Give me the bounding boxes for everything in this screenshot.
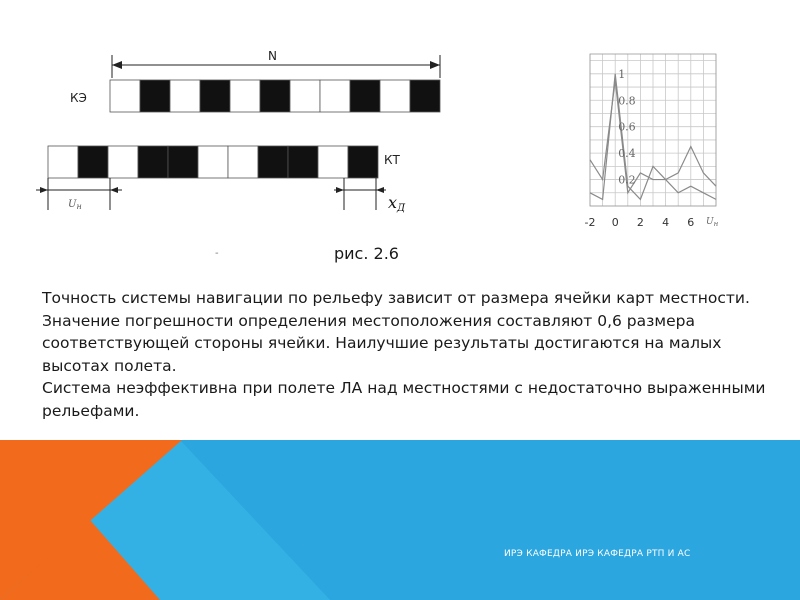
body-text [42, 287, 782, 422]
u-arrow-right-head [110, 187, 118, 193]
chart-y-tick-label: 0.2 [618, 173, 636, 187]
strip-ke-cell-light [320, 80, 350, 112]
n-arrow-left-head [112, 61, 122, 69]
label-u: $U_н$ [68, 199, 82, 211]
strip-kt-cell-dark [168, 146, 198, 178]
label-kt: КТ [384, 153, 400, 167]
correlation-chart [548, 46, 748, 246]
strip-kt-cell-dark [288, 146, 318, 178]
strip-ke-cell-dark [260, 80, 290, 112]
strip-ke-cell-light [290, 80, 320, 112]
paragraph-1: Точность системы навигации по рельефу зависит от размера ячейки карт местности. Значение погрешности определения местоположения составляют 0,6 размера соответствующей стороны ячейки. Наилучшие результаты достигаются на малых высотах полета. [42, 289, 750, 375]
x-arrow-right-head [376, 187, 384, 193]
figure-caption: рис. 2.6 [334, 244, 399, 263]
strip-diagram [0, 40, 520, 270]
chart-x-tick-label: 4 [662, 216, 670, 229]
strip-ke-cell-dark [140, 80, 170, 112]
chart-y-tick-label: 0.8 [618, 94, 636, 108]
strip-kt-cell-light [48, 146, 78, 178]
strip-kt-cell-light [108, 146, 138, 178]
chart-x-tick-label: 2 [636, 216, 644, 229]
chart-x-tick-label: -2 [584, 216, 596, 229]
paragraph-2: Система неэффективна при полете ЛА над местностями с недостаточно выраженными рельефами. [42, 379, 766, 420]
strip-ke-cell-dark [350, 80, 380, 112]
strip-kt-cell-dark [348, 146, 378, 178]
chart-x-tick-label: 6 [687, 216, 695, 229]
strip-kt-cell-light [228, 146, 258, 178]
label-ke: КЭ [70, 91, 87, 105]
caption-dash: - [215, 248, 219, 259]
strip-kt-cell-light [318, 146, 348, 178]
strip-ke-cell-light [170, 80, 200, 112]
strip-ke-cell-dark [200, 80, 230, 112]
strip-kt-cell-light [198, 146, 228, 178]
chart-y-tick-label: 1 [618, 67, 626, 81]
strip-kt-cell-dark [258, 146, 288, 178]
label-n: N [268, 49, 277, 63]
chart-x-label: $U_н$ [706, 217, 719, 228]
strip-ke-cell-dark [410, 80, 440, 112]
strip-ke-cell-light [380, 80, 410, 112]
label-x: xД [388, 193, 406, 214]
strip-kt-cell-dark [78, 146, 108, 178]
strip-ke-cell-light [230, 80, 260, 112]
strip-ke [110, 80, 440, 112]
chart-y-tick-label: 0.6 [618, 120, 636, 134]
x-arrow-left-head [336, 187, 344, 193]
chart-y-tick-label: 0.4 [618, 147, 636, 161]
strip-ke-cell-light [110, 80, 140, 112]
footer-text: ИРЭ КАФЕДРА ИРЭ КАФЕДРА РТП И АС [504, 549, 691, 559]
strip-kt [48, 146, 378, 178]
chart-y-ticks [618, 68, 636, 187]
chart-x-tick-label: 0 [611, 216, 619, 229]
u-arrow-left-head [40, 187, 48, 193]
chart-x-ticks [585, 216, 695, 229]
strip-kt-cell-dark [138, 146, 168, 178]
n-arrow-right-head [430, 61, 440, 69]
